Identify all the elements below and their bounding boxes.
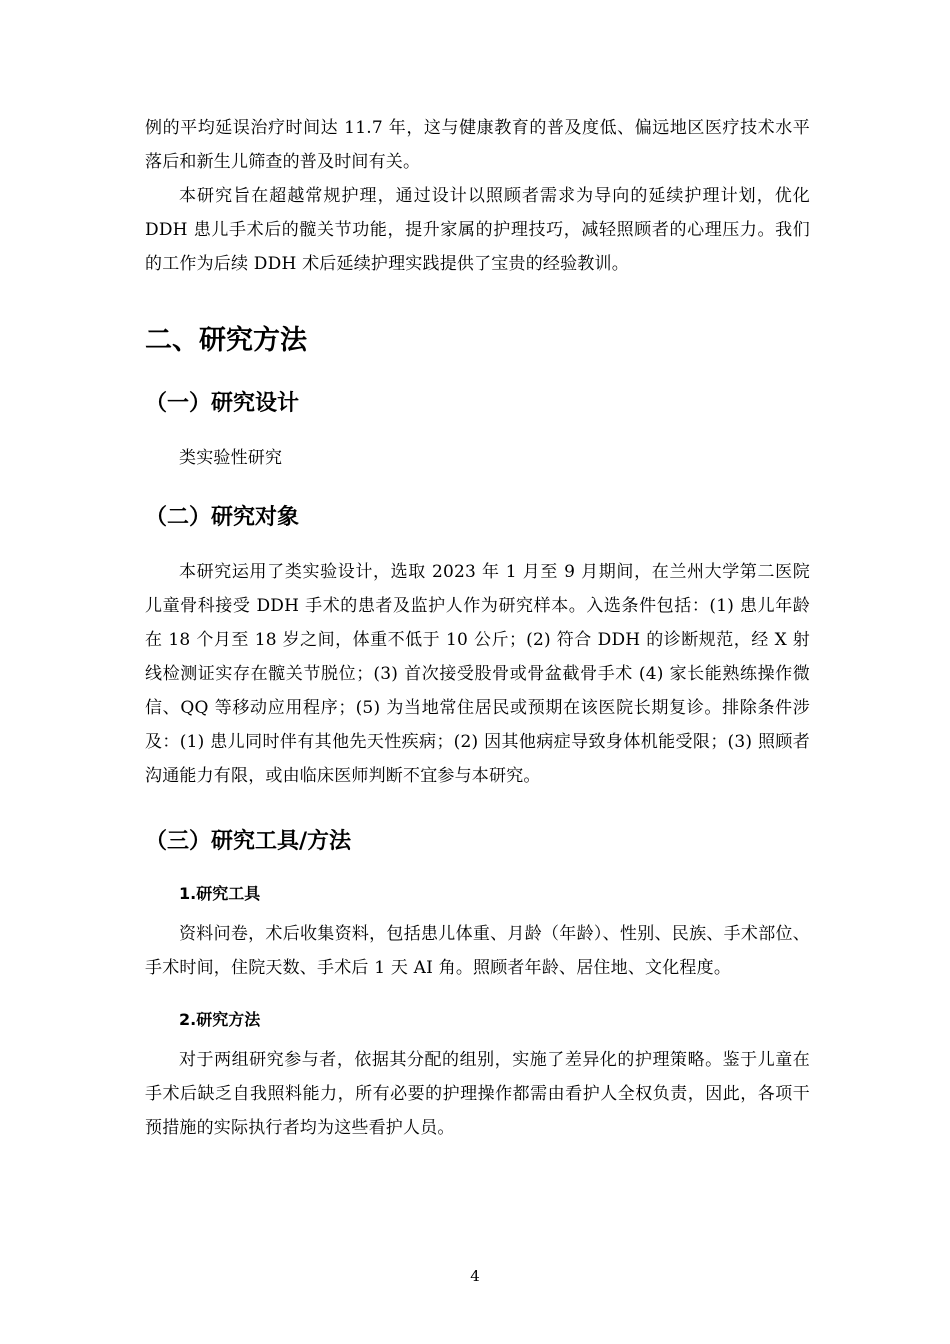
paragraph-research-aim: 本研究旨在超越常规护理，通过设计以照顾者需求为导向的延续护理计划，优化 DDH 患儿手术后的髋关节功能，提升家属的护理技巧，减轻照顾者的心理压力。我们的工作为后续 DDH 术后延续护理实践提供了宝贵的经验教训。	[145, 186, 810, 274]
paragraph-subjects: 本研究运用了类实验设计，选取 2023 年 1 月至 9 月期间，在兰州大学第二医院儿童骨科接受 DDH 手术的患者及监护人作为研究样本。入选条件包括：(1) 患儿年龄在 18 个月至 18 岁之间，体重不低于 10 公斤；(2) 符合 DDH 的诊断规范，经 X 射线检测证实存在髋关节脱位；(3) 首次接受股骨或骨盆截骨手术 (4) 家长能熟练操作微信、QQ 等移动应用程序；(5) 为当地常住居民或预期在该医院长期复诊。排除条件涉及：(1) 患儿同时伴有其他先天性疾病；(2) 因其他病症导致身体机能受限；(3) 照顾者沟通能力有限，或由临床医师判断不宜参与本研究。	[145, 562, 810, 786]
subheading-methods: 2.研究方法	[179, 1010, 261, 1029]
paragraph-design: 类实验性研究	[179, 448, 283, 468]
paragraph-tools: 资料问卷，术后收集资料，包括患儿体重、月龄（年龄）、性别、民族、手术部位、手术时间，住院天数、手术后 1 天 AI 角。照顾者年龄、居住地、文化程度。	[145, 924, 810, 978]
paragraph-intro-continued: 例的平均延误治疗时间达 11.7 年，这与健康教育的普及度低、偏远地区医疗技术水平落后和新生儿筛查的普及时间有关。	[145, 118, 810, 172]
section-heading-methods: 二、研究方法	[145, 325, 307, 356]
page-number: 4	[470, 1267, 480, 1285]
subsection-heading-subjects: （二）研究对象	[145, 505, 300, 530]
document-page	[145, 111, 810, 1145]
paragraph-methods: 对于两组研究参与者，依据其分配的组别，实施了差异化的护理策略。鉴于儿童在手术后缺乏自我照料能力，所有必要的护理操作都需由看护人全权负责，因此，各项干预措施的实际执行者均为这些看护人员。	[145, 1050, 810, 1138]
subsection-heading-tools-methods: （三）研究工具/方法	[145, 829, 352, 854]
subheading-tools: 1.研究工具	[179, 884, 261, 903]
subsection-heading-design: （一）研究设计	[145, 391, 300, 416]
